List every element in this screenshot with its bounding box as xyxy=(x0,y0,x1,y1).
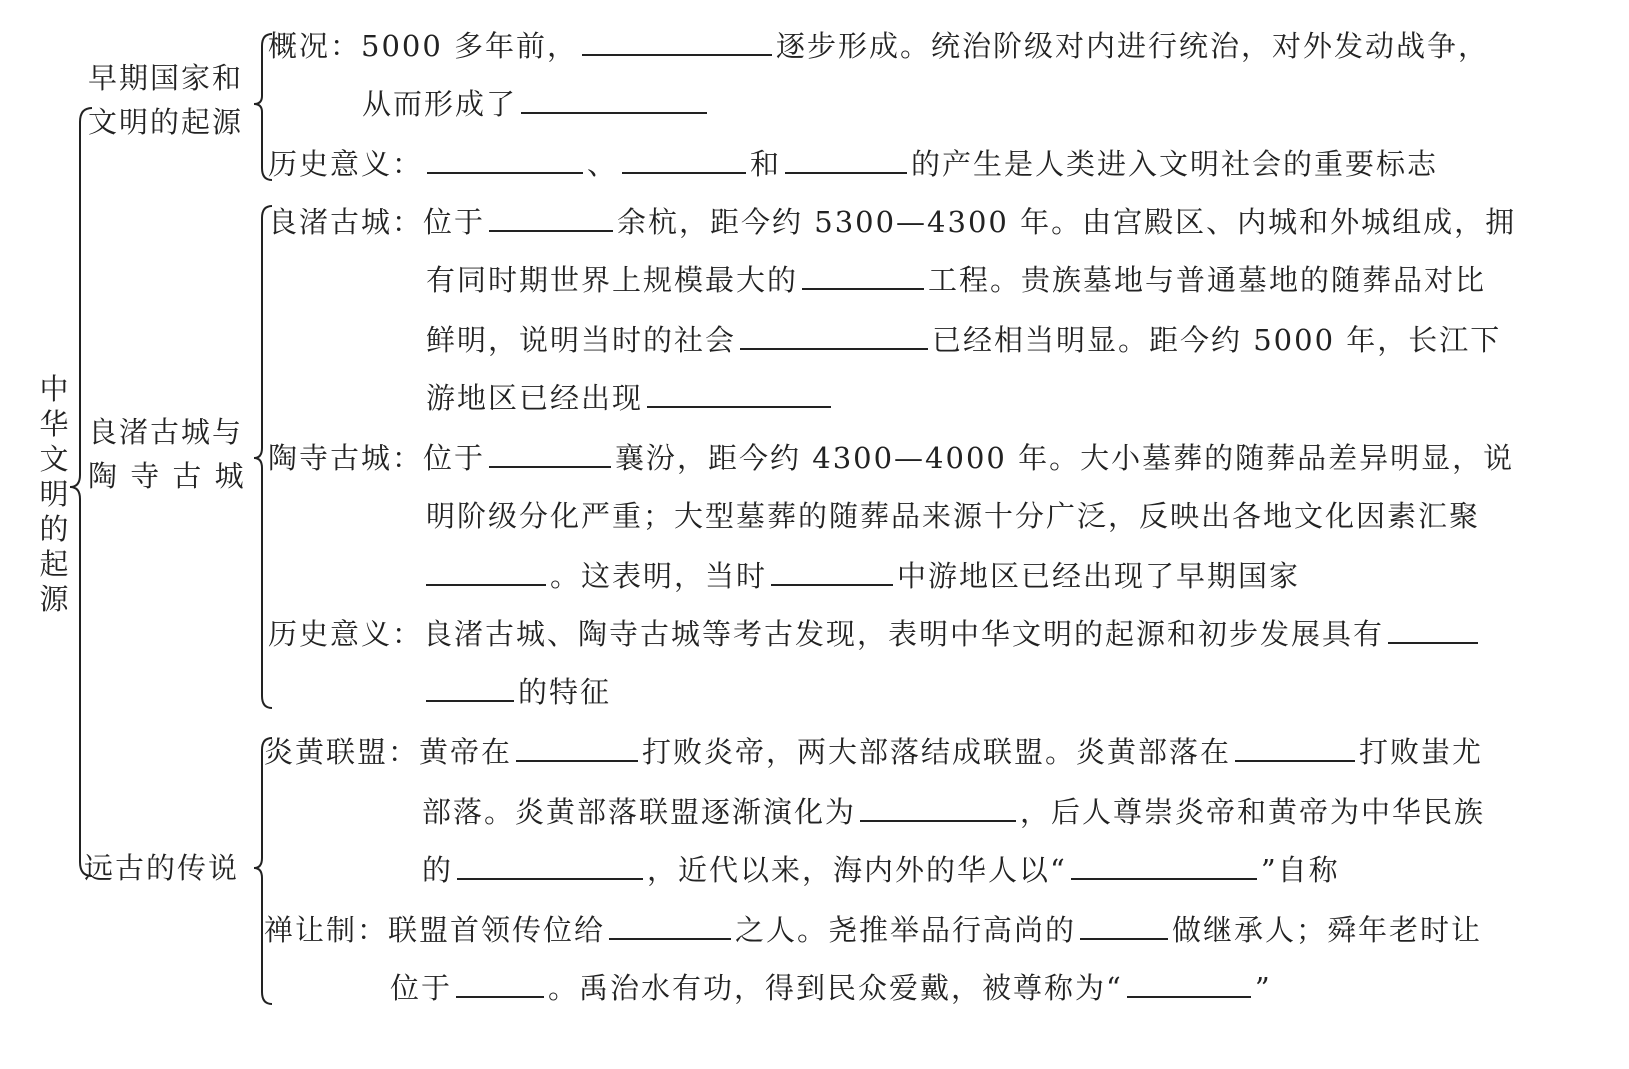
liangzhu-text: 游地区已经出现 xyxy=(426,381,644,415)
root-title-char: 中 xyxy=(39,372,69,406)
answer-blank[interactable] xyxy=(516,734,638,762)
answer-blank[interactable] xyxy=(582,28,772,56)
liangzhu-taosi-label-line1: 良渚古城与 xyxy=(88,415,244,449)
yanhuang-text: ，近代以来，海内外的华人以“ xyxy=(647,853,1067,887)
liangzhu-line2 xyxy=(426,262,1486,298)
significance-text: 良渚古城、陶寺古城等考古发现，表明中华文明的起源和初步发展具有 xyxy=(423,617,1385,651)
taosi-line3 xyxy=(426,558,1300,594)
root-title-char: 文 xyxy=(39,442,69,476)
taosi-line1 xyxy=(268,440,1514,476)
liangzhu-text: 有同时期世界上规模最大的 xyxy=(426,263,799,297)
overview-text: 从而形成了 xyxy=(362,87,518,121)
root-title-char: 明 xyxy=(39,477,69,511)
significance-text: 的特征 xyxy=(518,675,612,709)
chanrang-text: ” xyxy=(1254,971,1272,1005)
significance-text: 和 xyxy=(750,147,782,181)
early-label-line1: 早期国家和 xyxy=(88,61,244,95)
answer-blank[interactable] xyxy=(860,794,1016,822)
answer-blank[interactable] xyxy=(426,674,514,702)
liangzhu-line3 xyxy=(426,322,1501,358)
answer-blank[interactable] xyxy=(622,146,746,174)
yanhuang-text: ”自称 xyxy=(1260,853,1340,887)
yanhuang-key: 炎黄联盟： xyxy=(264,735,420,769)
chanrang-key: 禅让制： xyxy=(264,913,389,947)
answer-blank[interactable] xyxy=(489,204,613,232)
yanhuang-text: 部落。炎黄部落联盟逐渐演化为 xyxy=(422,795,857,829)
answer-blank[interactable] xyxy=(802,262,924,290)
answer-blank[interactable] xyxy=(771,558,893,586)
taosi-key: 陶寺古城： xyxy=(268,441,424,475)
legends-label: 远古的传说 xyxy=(84,851,240,885)
chanrang-text: 做继承人；舜年老时让 xyxy=(1172,913,1483,947)
answer-blank[interactable] xyxy=(1127,970,1251,998)
legends-brace xyxy=(254,738,272,1004)
significance-text: 、 xyxy=(587,147,619,181)
liangzhu-text: 余杭，距今约 5300—4300 年。由宫殿区、内城和外城组成，拥 xyxy=(617,205,1517,239)
answer-blank[interactable] xyxy=(426,558,546,586)
taosi-text: 中游地区已经出现了早期国家 xyxy=(897,559,1301,593)
chanrang-text: 之人。尧推举品行高尚的 xyxy=(735,913,1077,947)
early-overview-line2 xyxy=(362,86,711,122)
chanrang-line1 xyxy=(264,912,1482,948)
significance-text: 的产生是人类进入文明社会的重要标志 xyxy=(911,147,1439,181)
chanrang-text: 位于 xyxy=(390,971,453,1005)
liangzhu-text: 鲜明，说明当时的社会 xyxy=(426,323,737,357)
answer-blank[interactable] xyxy=(1388,616,1478,644)
chanrang-line2 xyxy=(390,970,1272,1006)
root-title-char: 的 xyxy=(39,512,69,546)
yanhuang-text: 打败蚩尤 xyxy=(1359,735,1484,769)
yanhuang-text: ，后人尊崇炎帝和黄帝为中华民族 xyxy=(1020,795,1486,829)
answer-blank[interactable] xyxy=(740,322,928,350)
yanhuang-text: 黄帝在 xyxy=(419,735,513,769)
liangzhu-key: 良渚古城： xyxy=(268,205,424,239)
early-significance xyxy=(268,146,1438,182)
overview-text: 逐步形成。统治阶级对内进行统治，对外发动战争， xyxy=(776,29,1490,63)
liangzhu-text: 已经相当明显。距今约 5000 年，长江下 xyxy=(932,323,1502,357)
answer-blank[interactable] xyxy=(457,852,643,880)
liangzhu-line4 xyxy=(426,380,835,416)
yanhuang-text: 打败炎帝，两大部落结成联盟。炎黄部落在 xyxy=(642,735,1232,769)
early-label-line2: 文明的起源 xyxy=(88,105,244,139)
liangzhu-text: 位于 xyxy=(423,205,486,239)
root-title-char: 源 xyxy=(39,582,69,616)
taosi-text: 位于 xyxy=(423,441,486,475)
liangzhu-significance-line1 xyxy=(268,616,1482,652)
yanhuang-text: 的 xyxy=(422,853,454,887)
answer-blank[interactable] xyxy=(1080,912,1168,940)
answer-blank[interactable] xyxy=(456,970,544,998)
yanhuang-line1 xyxy=(264,734,1483,770)
chanrang-text: 。禹治水有功，得到民众爱戴，被尊称为“ xyxy=(548,971,1123,1005)
answer-blank[interactable] xyxy=(609,912,731,940)
taosi-text: 襄汾，距今约 4300—4000 年。大小墓葬的随葬品差异明显，说 xyxy=(615,441,1515,475)
answer-blank[interactable] xyxy=(489,440,611,468)
root-title-char: 起 xyxy=(39,547,69,581)
early-overview-line1 xyxy=(268,28,1489,64)
significance-key: 历史意义： xyxy=(268,617,424,651)
root-title xyxy=(36,372,72,617)
overview-text: 5000 多年前， xyxy=(361,29,579,63)
liangzhu-significance-line2 xyxy=(426,674,611,710)
answer-blank[interactable] xyxy=(785,146,907,174)
taosi-line2: 明阶级分化严重；大型墓葬的随葬品来源十分广泛，反映出各地文化因素汇聚 xyxy=(426,499,1481,533)
significance-key: 历史意义： xyxy=(268,147,424,181)
answer-blank[interactable] xyxy=(1235,734,1355,762)
liangzhu-text: 工程。贵族墓地与普通墓地的随葬品对比 xyxy=(928,263,1487,297)
chanrang-text: 联盟首领传位给 xyxy=(388,913,606,947)
liangzhu-taosi-label-line2: 陶 寺 古 城 xyxy=(88,459,246,493)
liangzhu-line1 xyxy=(268,204,1516,240)
answer-blank[interactable] xyxy=(521,86,707,114)
answer-blank[interactable] xyxy=(647,380,831,408)
root-title-char: 华 xyxy=(39,407,69,441)
taosi-text: 。这表明，当时 xyxy=(550,559,768,593)
answer-blank[interactable] xyxy=(1071,852,1257,880)
answer-blank[interactable] xyxy=(427,146,583,174)
yanhuang-line3 xyxy=(422,852,1340,888)
yanhuang-line2 xyxy=(422,794,1485,830)
overview-key: 概况： xyxy=(268,29,362,63)
